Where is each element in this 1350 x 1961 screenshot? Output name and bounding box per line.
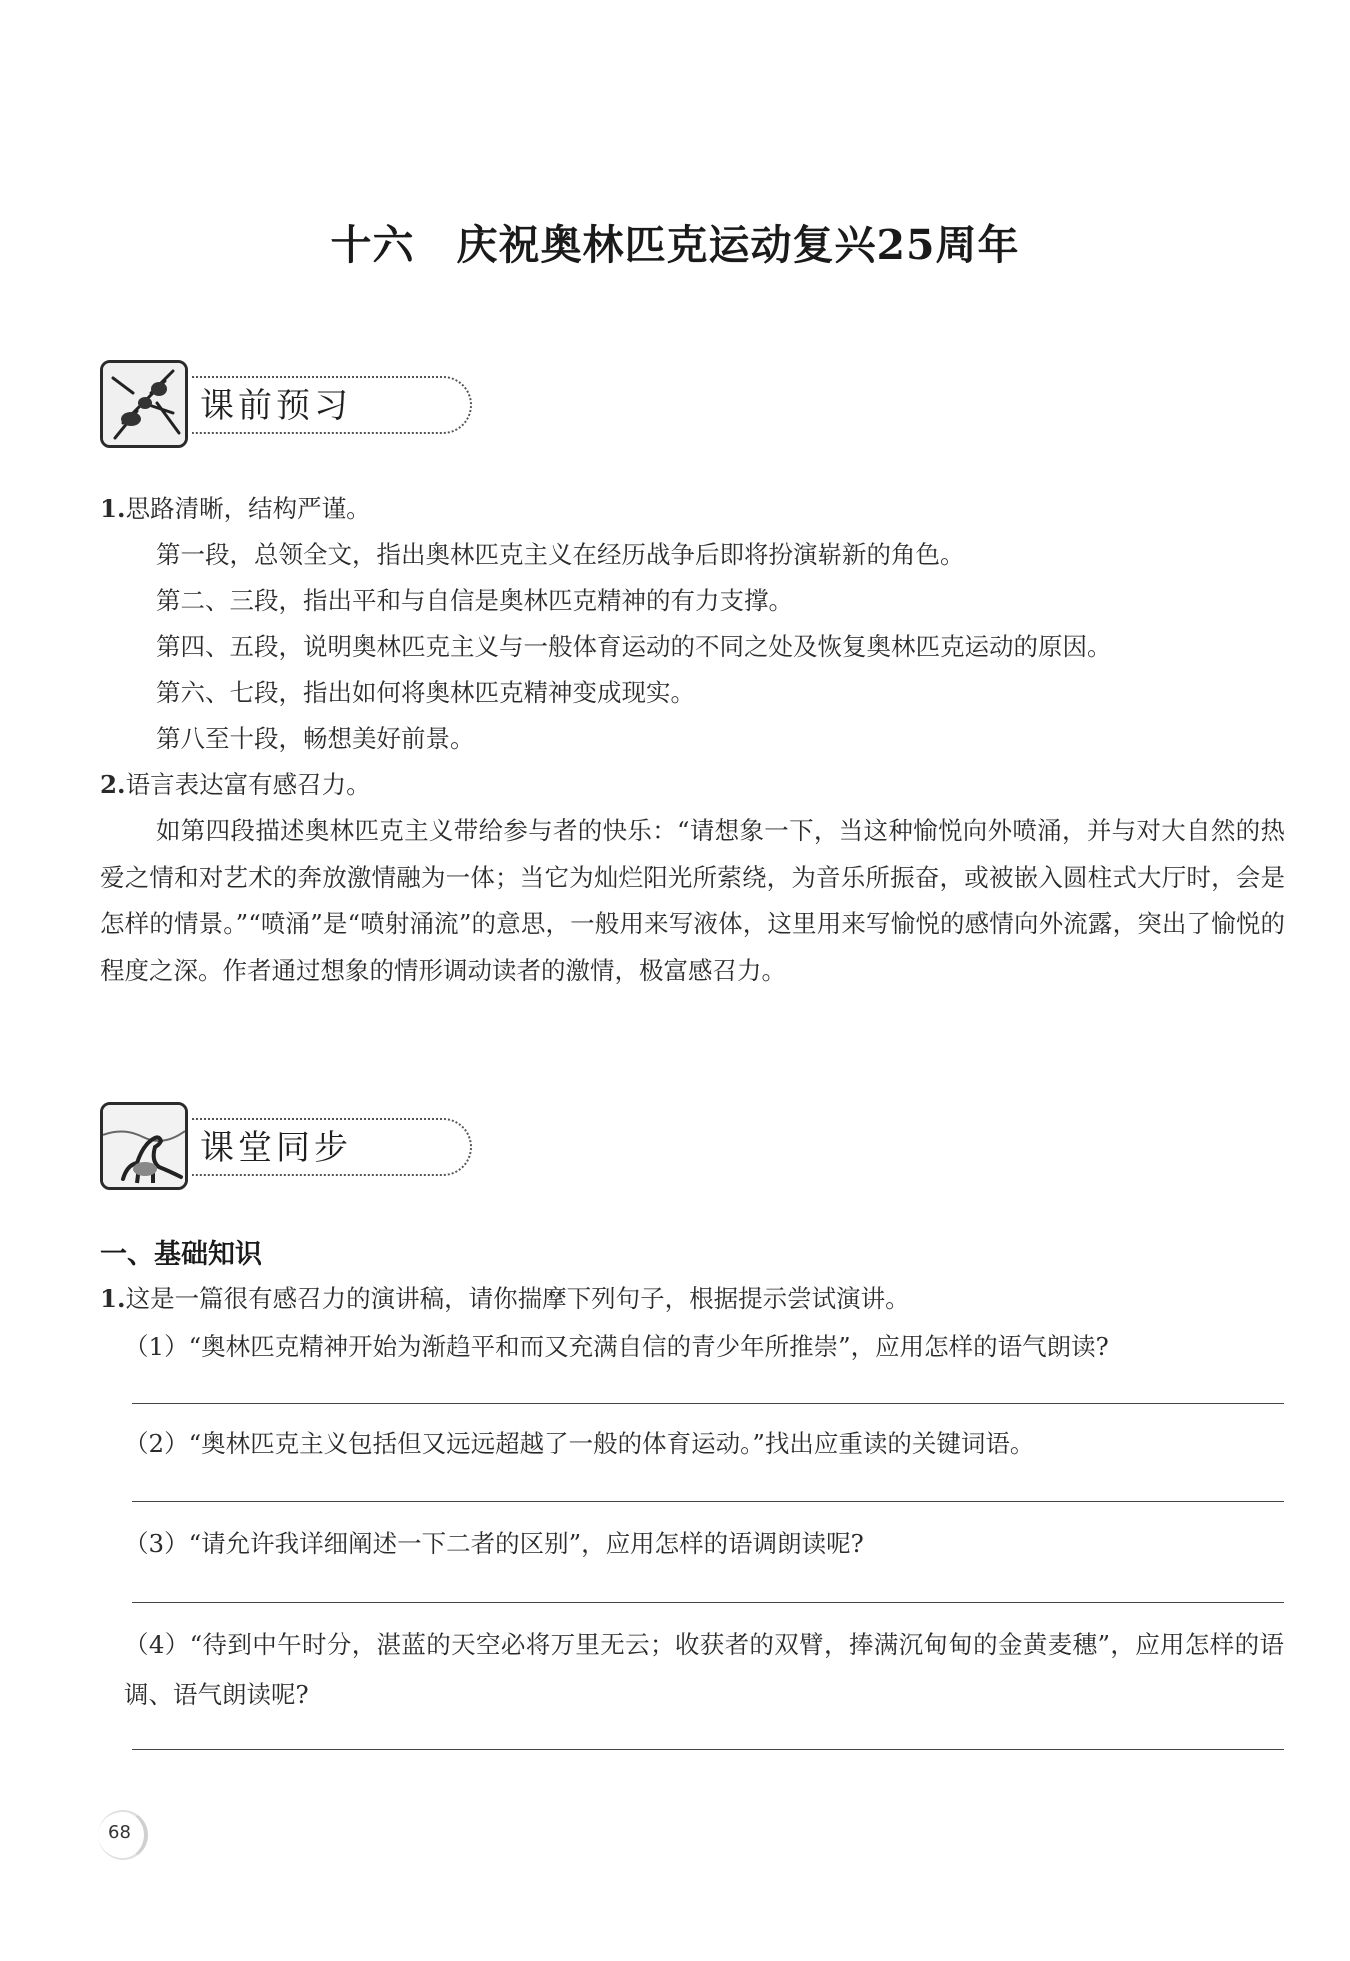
preview-paragraph: 如第四段描述奥林匹克主义带给参与者的快乐：“请想象一下，当这种愉悦向外喷涌，并与对大自然的热爱之情和对艺术的奔放激情融为一体；当它为灿烂阳光所萦绕，为音乐所振奋，或被嵌入圆柱式大厅时，会是怎样的情景。”“喷涌”是“喷射涌流”的意思，一般用来写液体，这里用来写愉悦的感情向外流露，突出了愉悦的程度之深。作者通过想象的情形调动读者的激情，极富感召力。: [100, 816, 1285, 985]
preview-item-1: 1.思路清晰，结构严谨。: [100, 494, 371, 523]
preview-item-2: 2.语言表达富有感召力。: [100, 770, 371, 799]
page-title: [0, 212, 1350, 271]
section-label: 课前预习: [200, 386, 352, 426]
preview-line: 第八至十段，畅想美好前景。: [156, 724, 475, 753]
answer-line[interactable]: [132, 1501, 1284, 1502]
page-number-badge: [98, 1810, 150, 1862]
lesson-title: 庆祝奥林匹克运动复兴25周年: [456, 221, 1020, 269]
page-number: 68: [108, 1822, 131, 1843]
answer-line[interactable]: [132, 1403, 1284, 1404]
subsection-title: 一、基础知识: [100, 1239, 262, 1270]
lesson-number: 十六: [330, 221, 415, 269]
dinosaur-icon: [100, 1102, 188, 1190]
ant-icon: [100, 360, 188, 448]
section-header-preview: [100, 360, 400, 460]
question: （3）“请允许我详细阐述一下二者的区别”，应用怎样的语调朗读呢?: [124, 1529, 864, 1558]
preview-line: 第四、五段，说明奥林匹克主义与一般体育运动的不同之处及恢复奥林匹克运动的原因。: [156, 632, 1112, 661]
question: （4）“待到中午时分，湛蓝的天空必将万里无云；收获者的双臂，捧满沉甸甸的金黄麦穗”，应用怎样的语调、语气朗读呢?: [124, 1630, 1284, 1709]
preview-line: 第一段，总领全文，指出奥林匹克主义在经历战争后即将扮演崭新的角色。: [156, 540, 965, 569]
section-label: 课堂同步: [200, 1128, 352, 1168]
section-header-classroom: [100, 1102, 400, 1202]
classroom-item-1: 1.这是一篇很有感召力的演讲稿，请你揣摩下列句子，根据提示尝试演讲。: [100, 1284, 910, 1313]
preview-line: 第六、七段，指出如何将奥林匹克精神变成现实。: [156, 678, 695, 707]
preview-line: 第二、三段，指出平和与自信是奥林匹克精神的有力支撑。: [156, 586, 793, 615]
question: （2）“奥林匹克主义包括但又远远超越了一般的体育运动。”找出应重读的关键词语。: [124, 1429, 1035, 1458]
answer-line[interactable]: [132, 1602, 1284, 1603]
answer-line[interactable]: [132, 1749, 1284, 1750]
question: （1）“奥林匹克精神开始为渐趋平和而又充满自信的青少年所推崇”，应用怎样的语气朗读?: [124, 1332, 1109, 1361]
